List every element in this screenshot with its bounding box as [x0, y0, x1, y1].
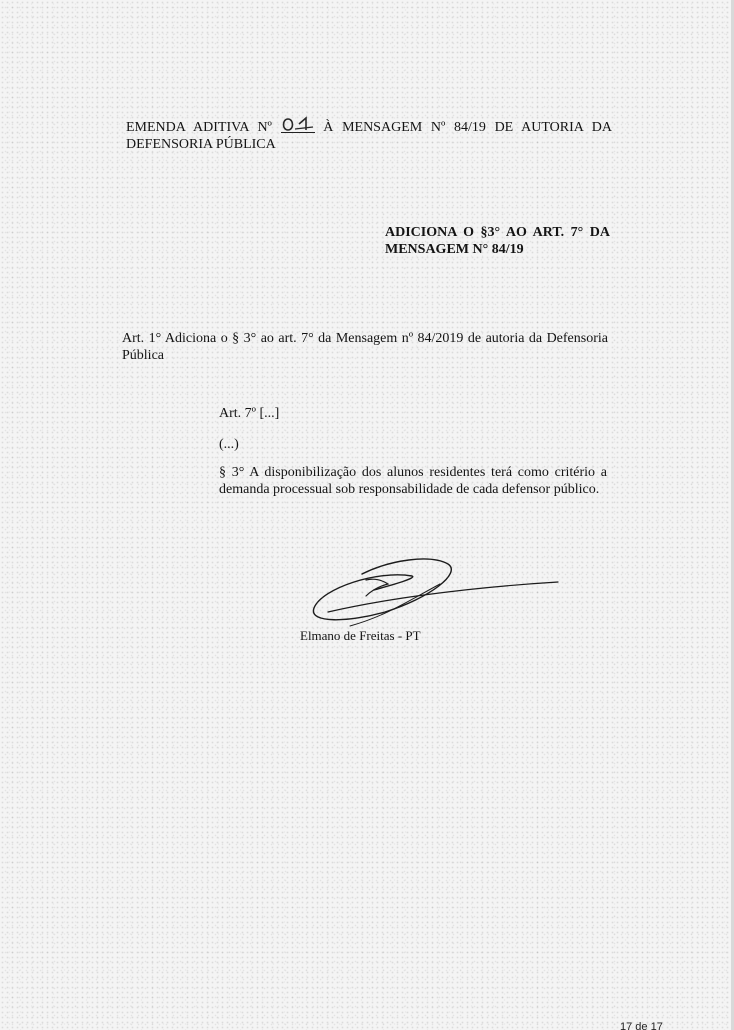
amendment-header — [126, 115, 612, 153]
ementa-line-1: ADICIONA O §3° AO ART. 7° DA — [385, 225, 610, 240]
header-line-1 — [126, 115, 612, 136]
article-1 — [122, 330, 608, 364]
omission-marker: (...) — [219, 437, 239, 452]
handwritten-signature — [290, 540, 590, 640]
article-1-line-1: Art. 1° Adiciona o § 3° ao art. 7° da Mensagem nº 84/2019 de autoria da Defensoria — [122, 331, 608, 346]
paragraph-3-line-2: demanda processual sob responsabilidade de cada defensor público. — [219, 482, 600, 497]
handwritten-amendment-number — [281, 115, 315, 133]
signer-name: Elmano de Freitas - PT — [300, 628, 421, 643]
handwritten-number-mark — [281, 115, 315, 132]
article-7-reference: Art. 7º [...] — [219, 406, 280, 421]
page-number: 17 de 17 — [620, 1021, 663, 1030]
header-line-2: DEFENSORIA PÚBLICA — [126, 137, 276, 152]
article-1-line-2: Pública — [122, 348, 164, 363]
header-prefix: EMENDA ADITIVA Nº — [126, 120, 272, 135]
ementa — [385, 224, 610, 258]
paragraph-3-line-1: § 3° A disponibilização dos alunos residentes terá como critério a — [219, 465, 607, 480]
header-suffix: À MENSAGEM Nº 84/19 DE AUTORIA DA — [323, 120, 613, 135]
paragraph-3 — [219, 464, 607, 498]
ementa-line-2: MENSAGEM N° 84/19 — [385, 242, 524, 257]
